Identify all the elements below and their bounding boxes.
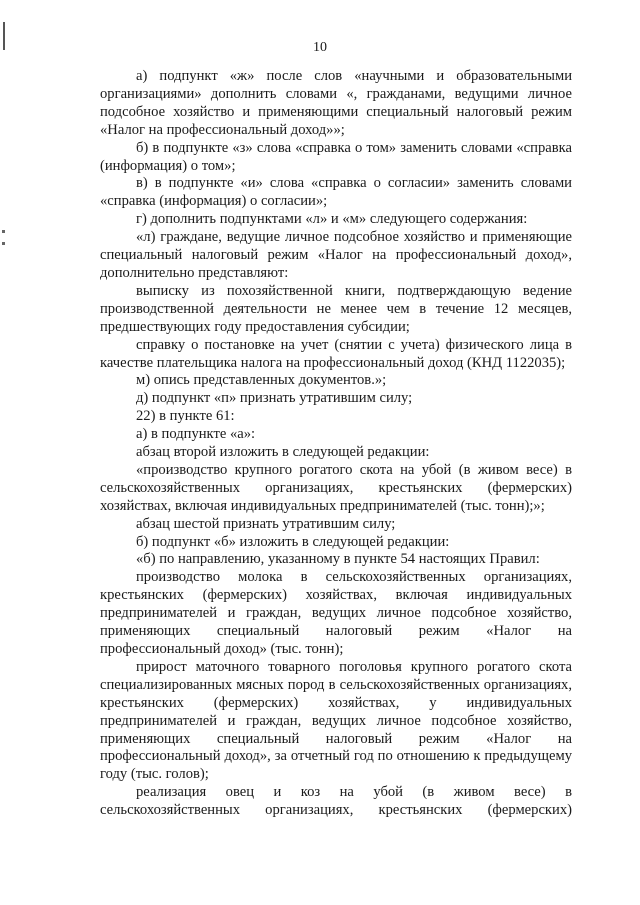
paragraph: д) подпункт «п» признать утратившим силу;	[136, 390, 413, 407]
scan-margin-dot	[2, 242, 5, 245]
paragraph: а) в подпункте «а»:	[136, 426, 256, 443]
paragraph: «производство крупного рогатого скота на убой (в живом весе) в сельскохозяйственных организациях, крестьянских (фермерских) хозяйствах, включая индивидуальных предпринимателей (тыс. тонн);»;	[100, 461, 572, 514]
paragraph: г) дополнить подпунктами «л» и «м» следующего содержания:	[136, 211, 528, 228]
paragraph: в) в подпункте «и» слова «справка о согласии» заменить словами «справка (информация) о согласии»;	[100, 175, 572, 210]
paragraph: б) в подпункте «з» слова «справка о том» заменить словами «справка (информация) о том»;	[100, 139, 572, 174]
paragraph: справку о постановке на учет (снятии с учета) физического лица в качестве плательщика налога на профессиональный доход (КНД 1122035);	[100, 336, 572, 371]
paragraph: «б) по направлению, указанному в пункте 54 настоящих Правил:	[136, 551, 540, 568]
paragraph: реализация овец и коз на убой (в живом весе) в сельскохозяйственных организациях, крестьянских (фермерских)	[100, 784, 572, 819]
scan-margin-dot	[2, 230, 5, 233]
page-number: 10	[313, 40, 327, 55]
paragraph: б) подпункт «б» изложить в следующей редакции:	[136, 533, 450, 550]
paragraph: а) подпункт «ж» после слов «научными и образовательными организациями» дополнить словами «, гражданами, ведущими личное подсобное хозяйство и применяющими специальный налоговый режим «Налог на профессиональный доход»»;	[100, 68, 572, 138]
paragraph: производство молока в сельскохозяйственных организациях, крестьянских (фермерских) хозяйствах, включая индивидуальных предпринимателей и граждан, ведущих личное подсобное хозяйство, применяющих специальный налоговый режим «Налог на профессиональный доход» (тыс. тонн);	[100, 569, 572, 657]
paragraph: м) опись представленных документов.»;	[136, 372, 387, 389]
document-body	[100, 68, 572, 820]
paragraph: выписку из похозяйственной книги, подтверждающую ведение производственной деятельности не менее чем в течение 12 месяцев, предшествующих году предоставления субсидии;	[100, 282, 572, 335]
paragraph: 22) в пункте 61:	[136, 408, 235, 425]
paragraph: «л) граждане, ведущие личное подсобное хозяйство и применяющие специальный налоговый режим «Налог на профессиональный доход», дополнительно представляют:	[100, 229, 572, 281]
paragraph: прирост маточного товарного поголовья крупного рогатого скота специализированных мясных пород в сельскохозяйственных организациях, крестьянских (фермерских) хозяйствах, у индивидуальных предпринимателей и граждан, ведущих личное подсобное хозяйство, применяющих специальный налоговый режим «Налог на профессиональный доход», за отчетный год по отношению к предыдущему году (тыс. голов);	[100, 658, 572, 783]
paragraph: абзац второй изложить в следующей редакции:	[136, 444, 430, 461]
paragraph: абзац шестой признать утратившим силу;	[136, 515, 396, 532]
